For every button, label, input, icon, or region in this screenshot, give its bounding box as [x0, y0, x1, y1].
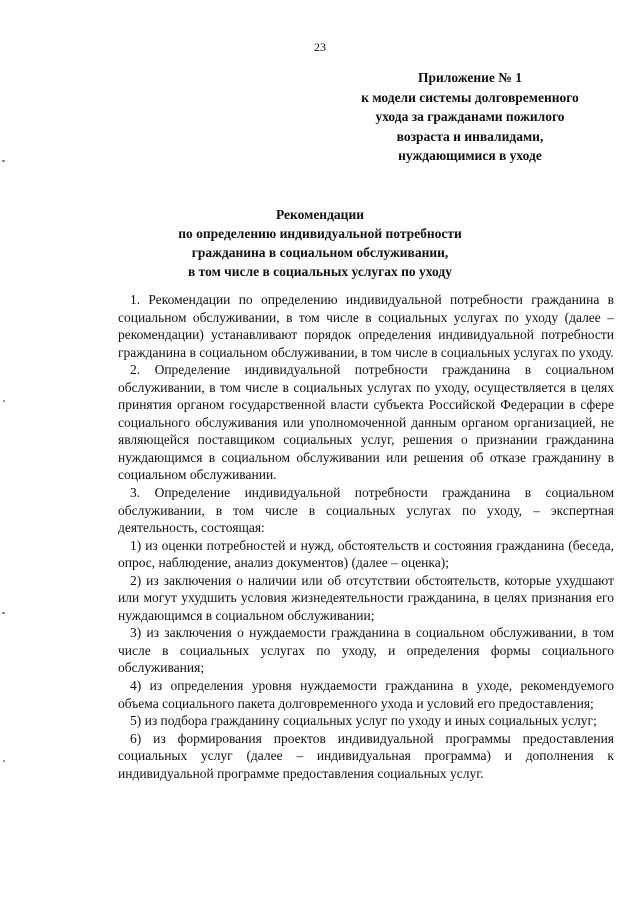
list-item: 6) из формирования проектов индивидуальной программы предоставления социальных услуг (далее – индивидуальная программа) и дополнения к индивидуальной программе предоставления социальных услуг. — [118, 730, 614, 781]
title-line: Рекомендации — [275, 207, 365, 222]
appendix-header — [330, 68, 610, 166]
list-item: 1) из оценки потребностей и нужд, обстоятельств и состояния гражданина (беседа, опрос, наблюдение, анализ документов) (далее – оценка); — [118, 537, 614, 571]
list-item: 5) из подбора гражданину социальных услуг по уходу и иных социальных услуг; — [130, 713, 597, 729]
title-line: гражданина в социальном обслуживании, — [191, 245, 449, 260]
document-body — [118, 291, 614, 782]
appendix-line: ухода за гражданами пожилого — [375, 109, 565, 124]
appendix-title: Приложение № 1 — [418, 70, 522, 85]
paragraph: 3. Определение индивидуальной потребности гражданина в социальном обслуживании, в том числе в социальных услугах по уходу, – экспертная деятельность, состоящая: — [118, 485, 614, 536]
document-title — [100, 205, 540, 281]
scan-mark — [3, 760, 5, 762]
paragraph: 2. Определение индивидуальной потребности гражданина в социальном обслуживании, в том числе в социальных услугах по уходу, осуществляется в целях принятия органом государственной власти субъекта Российской Федерации в сфере социального обслуживания или уполномоченной данным органом организацией, не являющейся поставщиком социальных услуг, решения о признании гражданина нуждающимся в социальном обслуживании или решения об отказе гражданину в социальном обслуживании. — [118, 362, 614, 483]
scan-mark — [2, 160, 5, 162]
appendix-line: возраста и инвалидами, — [396, 128, 544, 144]
list-item: 2) из заключения о наличии или об отсутствии обстоятельств, которые ухудшают или могут ухудшить условия жизнедеятельности гражданина, в целях признания его нуждающимся в социальном обслуживании; — [118, 572, 614, 623]
page-number: 23 — [314, 40, 326, 54]
list-item: 4) из определения уровня нуждаемости гражданина в уходе, рекомендуемого объема социального пакета долговременного ухода и условий его предоставления; — [118, 678, 614, 711]
list-item: 3) из заключения о нуждаемости гражданина в социальном обслуживании, в том числе в социальных услугах по уходу, и определения формы социального обслуживания; — [118, 625, 614, 676]
paragraph: 1. Рекомендации по определению индивидуальной потребности гражданина в социальном обслуживании, в том числе в социальных услугах по уходу (далее – рекомендации) устанавливают порядок определения индивидуальной потребности гражданина в социальном обслуживании, в том числе в социальных услугах по уходу. — [118, 292, 614, 360]
scan-mark — [3, 400, 5, 402]
appendix-line: к модели системы долговременного — [361, 89, 579, 105]
title-line: по определению индивидуальной потребности — [178, 226, 462, 241]
scan-mark — [2, 612, 5, 614]
title-line: в том числе в социальных услугах по уходу — [188, 264, 452, 279]
appendix-line: нуждающимися в уходе — [398, 148, 542, 163]
